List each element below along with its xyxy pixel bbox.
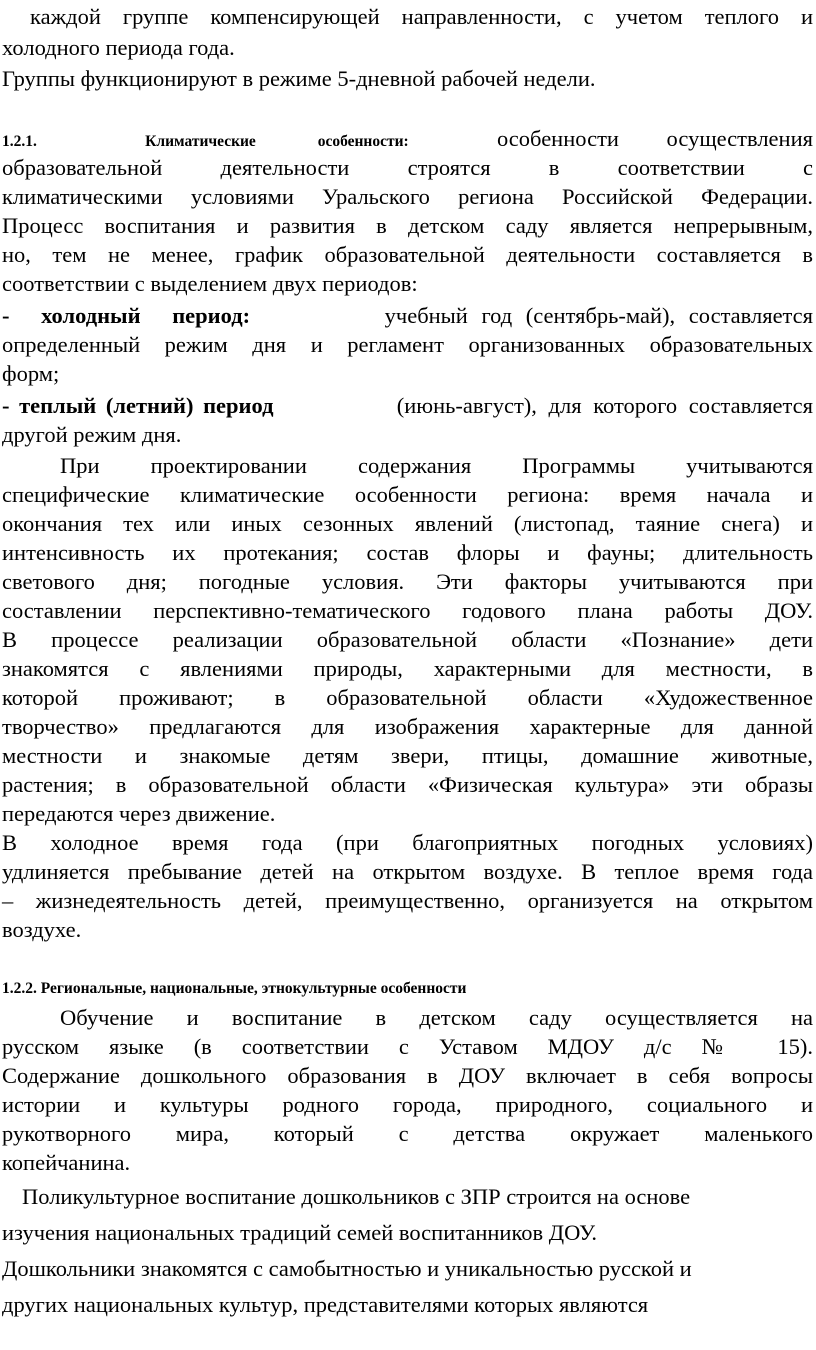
text-line: Содержание дошкольного образования в ДОУ включает в себя вопросы bbox=[2, 1063, 813, 1088]
text-line: соответствии с выделением двух периодов: bbox=[2, 271, 418, 296]
warm-period-label: - теплый (летний) период bbox=[2, 393, 274, 418]
text-line bbox=[2, 64, 813, 93]
text-line: В процессе реализации образовательной области «Познание» дети bbox=[2, 627, 813, 652]
text-line: знакомятся с явлениями природы, характерными для местности, в bbox=[2, 656, 813, 681]
text-line-content: холодного периода года. bbox=[2, 35, 235, 60]
text-line: климатическими условиями Уральского региона Российской Федерации. bbox=[2, 184, 813, 209]
text-line-content: учебный год (сентябрь-май), составляется bbox=[384, 303, 813, 328]
text-line: других национальных культур, представителями которых являются bbox=[2, 1292, 649, 1317]
cold-period-label: - холодный период: bbox=[2, 303, 251, 328]
text-line-content: особенности осуществления bbox=[497, 126, 813, 151]
text-line: окончания тех или иных сезонных явлений (листопад, таяние снега) и bbox=[2, 511, 813, 536]
text-line bbox=[30, 2, 813, 31]
text-line: При проектировании содержания Программы учитываются bbox=[60, 453, 813, 478]
text-line: светового дня; погодные условия. Эти факторы учитываются при bbox=[2, 569, 813, 594]
text-line: творчество» предлагаются для изображения характерные для данной bbox=[2, 714, 813, 739]
section-heading-1-2-2: 1.2.2. Региональные, национальные, этнокультурные особенности bbox=[2, 980, 467, 997]
cold-period-line bbox=[2, 301, 813, 330]
text-line: передаются через движение. bbox=[2, 801, 276, 826]
text-line: – жизнедеятельность детей, преимущественно, организуется на открытом bbox=[2, 888, 813, 913]
text-line: истории и культуры родного города, природного, социального и bbox=[2, 1092, 813, 1117]
text-line: русском языке (в соответствии с Уставом МДОУ д/с № 15). bbox=[2, 1034, 813, 1059]
text-line: Поликультурное воспитание дошкольников с ЗПР строится на основе bbox=[22, 1184, 691, 1209]
text-line: растения; в образовательной области «Физическая культура» эти образы bbox=[2, 772, 813, 797]
text-line bbox=[2, 33, 813, 62]
text-line: форм; bbox=[2, 361, 60, 386]
text-line: Процесс воспитания и развития в детском саду является непрерывным, bbox=[2, 213, 813, 238]
text-line-content: каждой группе компенсирующей направленности, с учетом теплого и bbox=[30, 4, 813, 29]
text-line: Дошкольники знакомятся с самобытностью и уникальностью русской и bbox=[2, 1256, 692, 1281]
text-line: специфические климатические особенности региона: время начала и bbox=[2, 482, 813, 507]
text-line: образовательной деятельности строятся в соответствии с bbox=[2, 155, 813, 180]
text-line: копейчанина. bbox=[2, 1150, 131, 1175]
text-line: Обучение и воспитание в детском саду осуществляется на bbox=[60, 1005, 813, 1030]
text-line: изучения национальных традиций семей воспитанников ДОУ. bbox=[2, 1220, 597, 1245]
text-line: интенсивность их протекания; состав флоры и фауны; длительность bbox=[2, 540, 813, 565]
text-line: составлении перспективно-тематического годового плана работы ДОУ. bbox=[2, 598, 813, 623]
text-line: удлиняется пребывание детей на открытом воздухе. В теплое время года bbox=[2, 859, 813, 884]
section-title: Климатические особенности: bbox=[145, 133, 409, 150]
text-line: другой режим дня. bbox=[2, 422, 182, 447]
text-line-content: (июнь-август), для которого составляется bbox=[396, 393, 813, 418]
section-number: 1.2.1. bbox=[2, 133, 37, 150]
section-heading-1-2-1 bbox=[2, 124, 813, 156]
text-line-content: Группы функционируют в режиме 5-дневной рабочей недели. bbox=[2, 66, 596, 91]
warm-period-line bbox=[2, 391, 813, 420]
text-line: которой проживают; в образовательной области «Художественное bbox=[2, 685, 813, 710]
text-line: местности и знакомые детям звери, птицы, домашние животные, bbox=[2, 743, 813, 768]
text-line: воздухе. bbox=[2, 917, 82, 942]
text-line: В холодное время года (при благоприятных погодных условиях) bbox=[2, 830, 813, 855]
text-line: но, тем не менее, график образовательной деятельности составляется в bbox=[2, 242, 813, 267]
text-line: определенный режим дня и регламент организованных образовательных bbox=[2, 332, 813, 357]
text-line: рукотворного мира, который с детства окружает маленького bbox=[2, 1121, 813, 1146]
